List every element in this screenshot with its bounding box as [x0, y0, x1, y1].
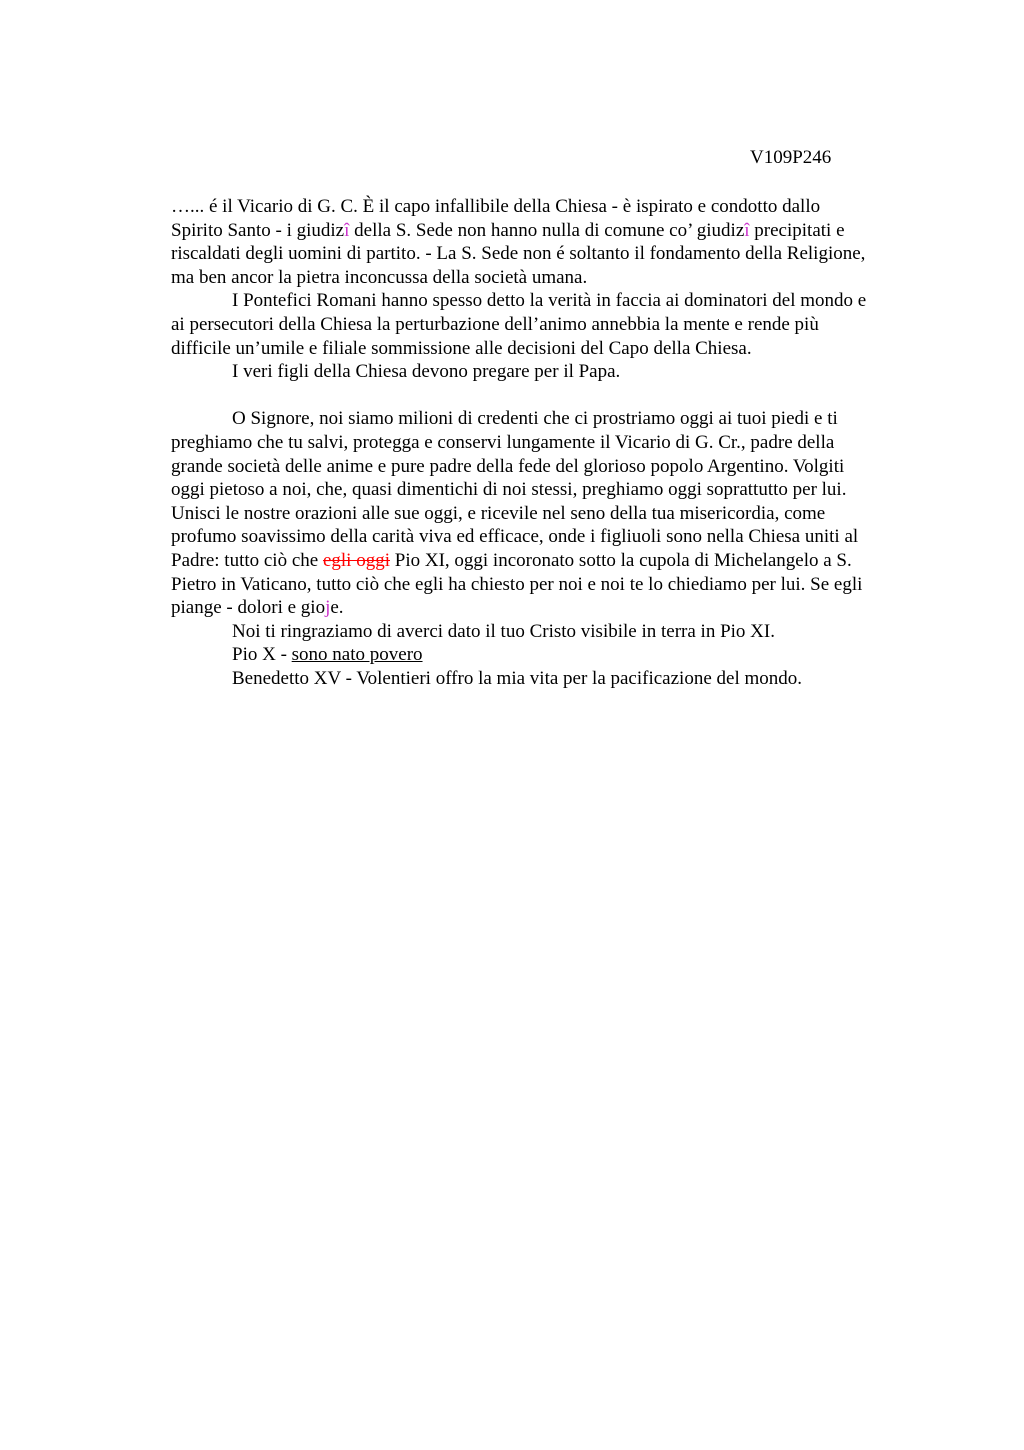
text-run: Padre: tutto ciò che [171, 549, 323, 571]
paragraph-1-line-2 [171, 219, 931, 243]
text-run: della S. Sede non hanno nulla di comune co’ giudiz [349, 219, 745, 241]
paragraph-2-line-2: ai persecutori della Chiesa la perturbazione dell’animo annebbia la mente e rende più [171, 313, 819, 335]
page-identifier: V109P246 [750, 147, 832, 168]
prayer-line-6: profumo soavissimo della carità viva ed efficace, onde i figliuoli sono nella Chiesa uniti al [171, 526, 859, 548]
prayer-line-2: preghiamo che tu salvi, protegga e conservi lungamente il Vicario di G. Cr., padre della [171, 431, 835, 453]
editorial-correction-mark: î [744, 219, 750, 241]
closing-line-1: Noi ti ringraziamo di averci dato il tuo Cristo visibile in terra in Pio XI. [232, 620, 775, 642]
prayer-line-5: Unisci le nostre orazioni alle sue oggi, e ricevile nel seno della tua misericordia, come [171, 502, 826, 524]
paragraph-3-line-1: I veri figli della Chiesa devono pregare per il Papa. [232, 361, 621, 383]
prayer-line-1: O Signore, noi siamo milioni di credenti che ci prostriamo oggi ai tuoi piedi e ti [232, 408, 838, 430]
closing-line-2 [171, 643, 931, 667]
paragraph-2-line-1: I Pontefici Romani hanno spesso detto la verità in faccia ai dominatori del mondo e [232, 290, 867, 312]
text-run: e. [330, 597, 344, 619]
paragraph-1-line-3: riscaldati degli uomini di partito. - La S. Sede non é soltanto il fondamento della Religione, [171, 243, 866, 265]
prayer-line-4: oggi pietoso a noi, che, quasi dimentichi di noi stessi, preghiamo oggi soprattutto per lui. [171, 479, 847, 501]
blank-line [171, 384, 931, 408]
document-body [171, 195, 931, 690]
prayer-line-3: grande società delle anime e pure padre della fede del glorioso popolo Argentino. Volgiti [171, 455, 845, 477]
underlined-quote: sono nato povero [291, 644, 423, 666]
editorial-correction-mark: j [325, 597, 331, 619]
paragraph-2-line-3: difficile un’umile e filiale sommissione alle decisioni del Capo della Chiesa. [171, 337, 752, 359]
closing-line-3: Benedetto XV - Volentieri offro la mia vita per la pacificazione del mondo. [232, 667, 802, 689]
text-run: precipitati e [749, 219, 845, 241]
paragraph-1-line-1: …... é il Vicario di G. C. È il capo infallibile della Chiesa - è ispirato e condotto dallo [171, 196, 821, 217]
text-run: Pio X - [232, 644, 292, 666]
prayer-line-7 [171, 549, 931, 573]
text-run: Pio XI, oggi incoronato sotto la cupola di Michelangelo a S. [390, 549, 852, 571]
paragraph-1-line-4: ma ben ancor la pietra inconcussa della società umana. [171, 266, 588, 288]
text-run: piange - dolori e gio [171, 597, 326, 619]
prayer-line-9 [171, 596, 931, 620]
editorial-correction-mark: î [344, 219, 350, 241]
struck-through-deletion: egli oggi [322, 549, 390, 571]
prayer-line-8: Pietro in Vaticano, tutto ciò che egli ha chiesto per noi e noi te lo chiediamo per lui. Se egli [171, 573, 863, 595]
text-run: Spirito Santo - i giudiz [171, 219, 345, 241]
